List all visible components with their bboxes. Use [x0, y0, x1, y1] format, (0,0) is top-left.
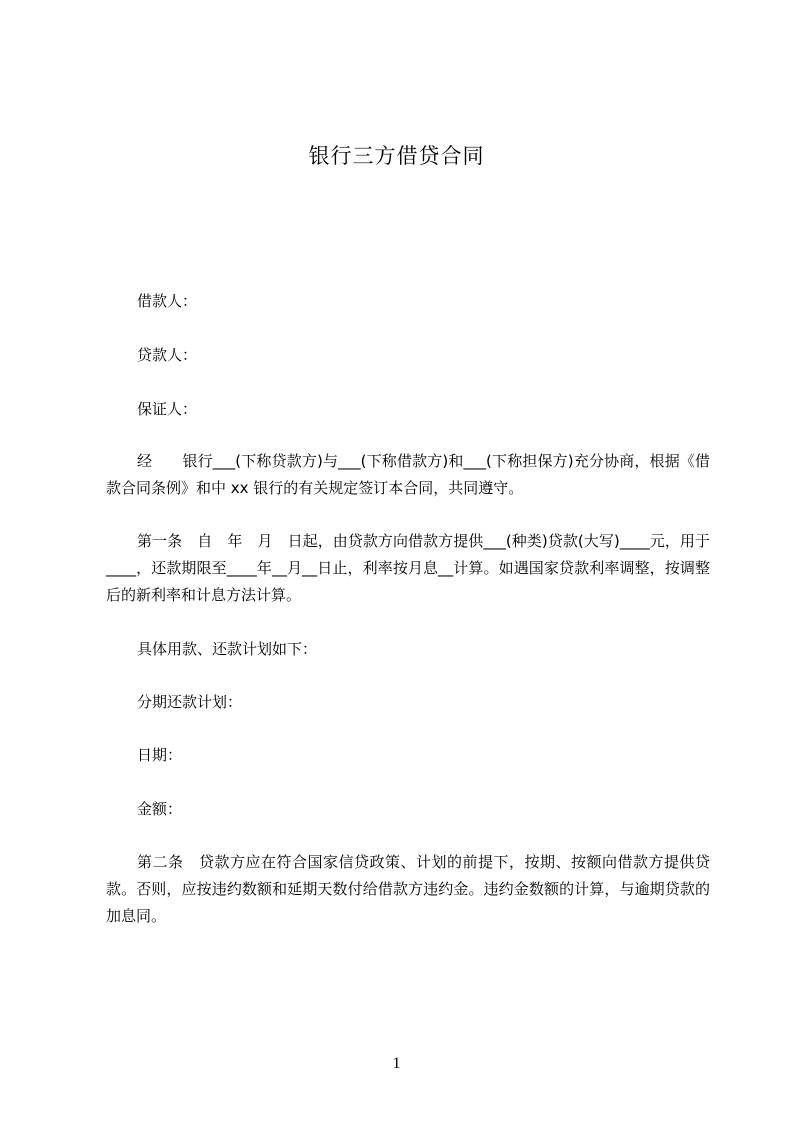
article-2-paragraph: 第二条 贷款方应在符合国家信贷政策、计划的前提下，按期、按额向借款方提供贷款。否则，应按违约数额和延期天数付给借款方违约金。违约金数额的计算，与逾期贷款的加息同。: [106, 853, 710, 925]
page-number: 1: [392, 1055, 401, 1072]
article-1-paragraph: 第一条 自 年 月 日起，由贷款方向借款方提供___(种类)贷款(大写)____元，用于____，还款期限至____年__月__日止，利率按月息__计算。如遇国家贷款利率调整，按调整后的新利率和计息方法计算。: [106, 532, 710, 604]
document-title: 银行三方借贷合同: [308, 144, 485, 168]
borrower-label: 借款人：: [137, 292, 198, 310]
plan-intro: 具体用款、还款计划如下：: [137, 640, 318, 658]
amount-label: 金额：: [137, 800, 183, 818]
lender-label: 贷款人：: [137, 346, 198, 364]
installment-plan-label: 分期还款计划：: [137, 693, 243, 711]
date-label: 日期：: [137, 746, 183, 764]
preamble-paragraph: 经 银行___(下称贷款方)与___(下称借款方)和___(下称担保方)充分协商，根据《借款合同条例》和中 xx 银行的有关规定签订本合同，共同遵守。: [106, 452, 710, 497]
guarantor-label: 保证人：: [137, 400, 198, 418]
